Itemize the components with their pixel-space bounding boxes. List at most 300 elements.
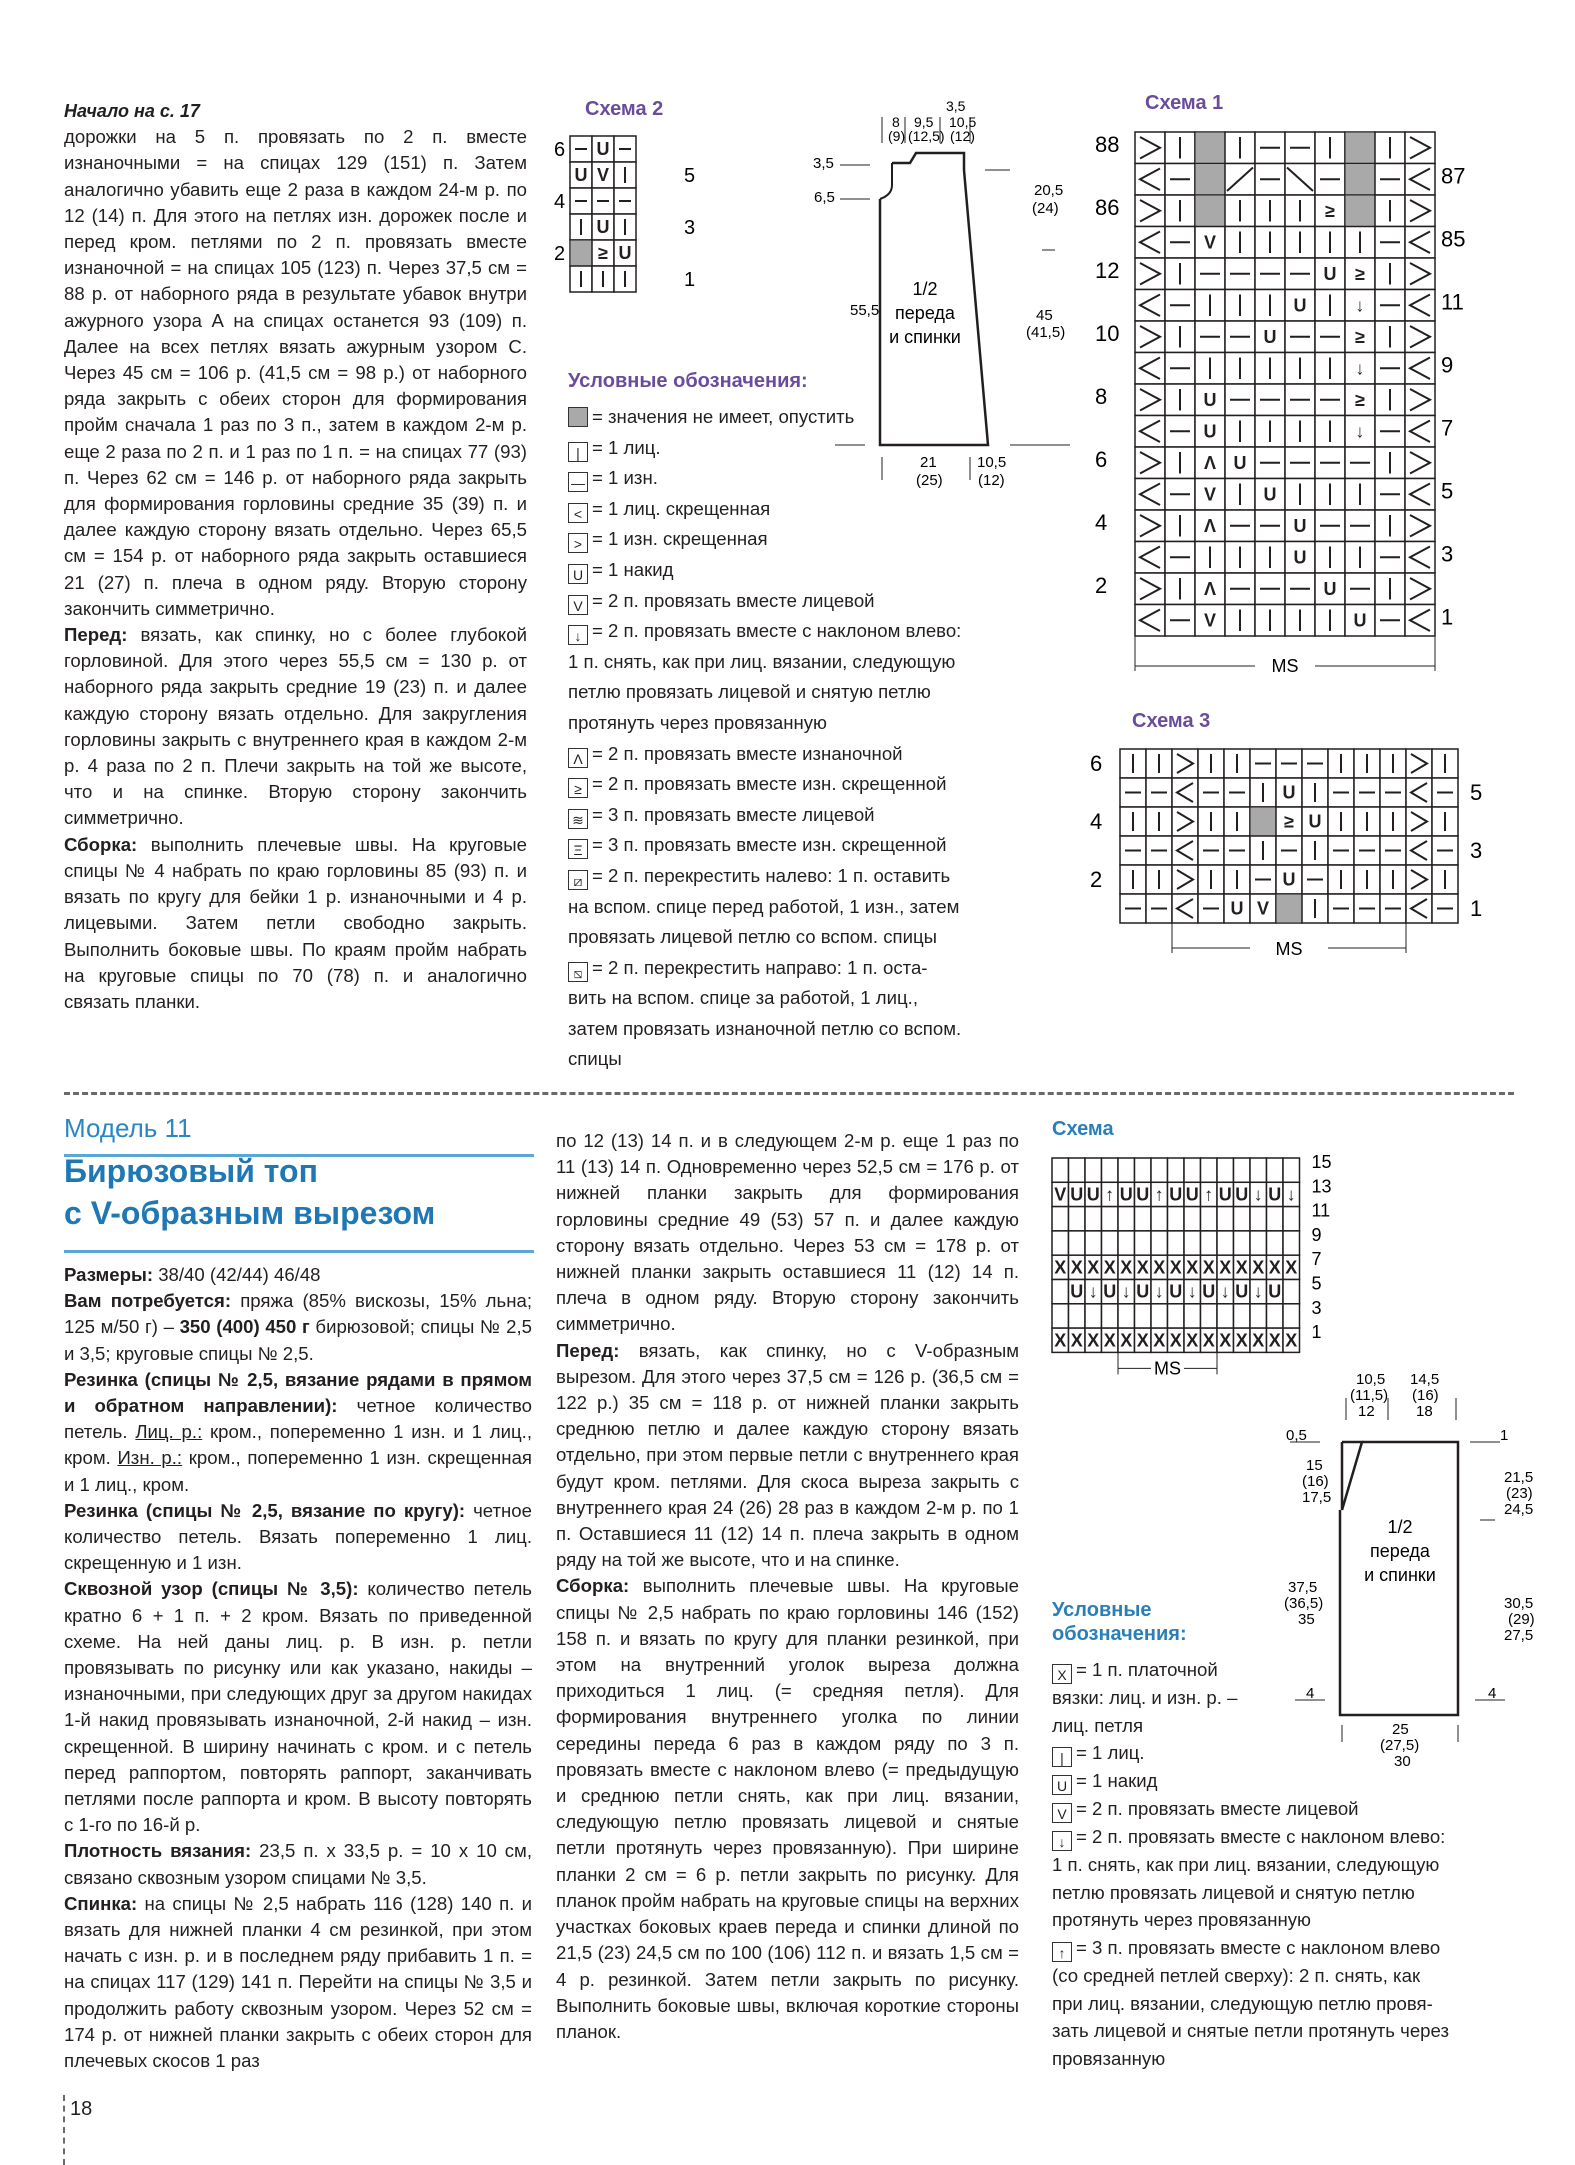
schema1-symbol <box>1234 453 1247 473</box>
rib2-text: четное количество петель. Вязать попеременно 1 лиц. скрещенную и 1 изн. <box>64 1499 532 1574</box>
dim-275: 27,5 <box>1504 1627 1534 1644</box>
svg-text:U: U <box>1119 1184 1133 1205</box>
schema4-symbol <box>1203 1330 1215 1350</box>
schema1-symbol <box>1324 264 1337 284</box>
legend1-item <box>568 769 1038 800</box>
svg-text:V: V <box>1256 898 1270 919</box>
schema1-symbol <box>1356 295 1365 315</box>
schema1-symbol <box>1324 579 1337 599</box>
legend1-symbol-icon: > <box>568 533 588 553</box>
svg-text:X: X <box>1268 1257 1281 1278</box>
svg-text:↓: ↓ <box>1220 1281 1230 1302</box>
rib-label: Резинка (спицы № 2,5, вязание рядами в прямом и обратном направлении): <box>64 1368 532 1417</box>
svg-text:U: U <box>1203 421 1217 442</box>
legend2-item <box>1052 2045 1522 2073</box>
dim-16: (16) <box>1302 1473 1329 1490</box>
legend2-item <box>1052 1712 1522 1740</box>
svg-text:U: U <box>1263 326 1277 347</box>
schema4-cell <box>1168 1304 1185 1328</box>
legend1-item <box>568 1044 1038 1075</box>
legend2-item <box>1052 1962 1522 1990</box>
legend1-item <box>568 861 1038 892</box>
legend1-list <box>568 402 1038 1075</box>
schema4-cell <box>1052 1231 1069 1255</box>
schema4-symbol <box>1054 1330 1066 1350</box>
schema4-symbol <box>1170 1257 1182 1277</box>
schema4-symbol <box>1153 1257 1165 1277</box>
svg-text:U: U <box>1169 1281 1183 1302</box>
schema4-cell <box>1267 1304 1284 1328</box>
dim-25: (25) <box>916 472 943 489</box>
schema4-cell <box>1168 1158 1185 1182</box>
front-label: Перед: <box>64 624 128 646</box>
legend2-text: зать лицевой и снятые петли протянуть через <box>1052 2020 1449 2042</box>
dim-245: 24,5 <box>1504 1501 1534 1518</box>
legend1-text: = 1 накид <box>592 558 674 580</box>
legend1-item <box>568 830 1038 861</box>
svg-text:↓: ↓ <box>1187 1281 1197 1302</box>
schema4-symbol <box>1153 1330 1165 1350</box>
legend2-symbol-icon: ↑ <box>1052 1942 1072 1962</box>
svg-text:U: U <box>1308 811 1322 832</box>
schema4-symbol <box>1169 1184 1182 1204</box>
legend2-item <box>1052 1739 1522 1767</box>
dim-215: 21,5 <box>1504 1469 1534 1486</box>
schema4-cell <box>1283 1304 1300 1328</box>
svg-text:U: U <box>1136 1184 1150 1205</box>
schema4-cell <box>1184 1158 1201 1182</box>
schema4-symbol <box>1254 1184 1263 1204</box>
schema1-row-num: 4 <box>1095 510 1108 535</box>
schema2-symbol <box>598 243 608 263</box>
svg-text:X: X <box>1186 1257 1199 1278</box>
page-edge-line <box>63 2095 65 2165</box>
schema4-symbol <box>1254 1282 1263 1302</box>
dim-top-b2: (16) <box>1412 1387 1439 1404</box>
svg-text:U: U <box>596 217 610 237</box>
schema1-row-num: 1 <box>1441 604 1454 630</box>
schema4-cell <box>1151 1207 1168 1231</box>
schema4-cell <box>1234 1231 1251 1255</box>
legend1-item <box>568 433 1038 464</box>
schema3-row-num: 5 <box>1470 780 1483 805</box>
schema1-symbol <box>1204 516 1216 536</box>
svg-text:U: U <box>1218 1184 1232 1205</box>
legend1-text: = 1 изн. скрещенная <box>592 528 768 550</box>
svg-text:X: X <box>1285 1257 1298 1278</box>
schema4-cell <box>1135 1304 1152 1328</box>
schema4-cell <box>1201 1231 1218 1255</box>
schema4-symbol <box>1252 1257 1264 1277</box>
svg-text:U: U <box>1202 1281 1216 1302</box>
schema1-symbol <box>1325 201 1335 221</box>
legend1-text: протянуть через провязанную <box>568 711 827 733</box>
model-label: Модель 11 <box>64 1113 192 1143</box>
back-paragraph <box>64 1891 532 2074</box>
schema4-cell <box>1217 1207 1234 1231</box>
legend2-text: при лиц. вязании, следующую петлю провя- <box>1052 1992 1433 2014</box>
continued-note: Начало на с. 17 <box>64 101 200 121</box>
schema4-symbol <box>1204 1184 1213 1204</box>
schema4-cell <box>1135 1207 1152 1231</box>
schema4-symbol <box>1155 1282 1164 1302</box>
svg-text:↑: ↑ <box>1204 1184 1214 1205</box>
dim-05: 0,5 <box>1286 1427 1307 1444</box>
schema4-row-num: 13 <box>1311 1176 1332 1197</box>
schema4-cell <box>1052 1207 1069 1231</box>
schema1-symbol <box>1196 164 1225 195</box>
schema4-cell <box>1283 1207 1300 1231</box>
schema4-symbol <box>1186 1257 1198 1277</box>
legend1-text: затем провязать изнаночной петлю со вспом. <box>568 1017 962 1039</box>
schema4-cell <box>1118 1158 1135 1182</box>
svg-text:U: U <box>1136 1281 1150 1302</box>
schema4-row-num: 3 <box>1311 1297 1322 1318</box>
schema4-symbol <box>1285 1257 1297 1277</box>
svg-text:U: U <box>1103 1281 1117 1302</box>
schema4-cell <box>1102 1304 1119 1328</box>
legend1-text: = 2 п. провязать вместе с наклоном влево: <box>592 620 962 642</box>
svg-text:X: X <box>1219 1257 1232 1278</box>
dim-9: (9) <box>888 128 906 144</box>
schema4-symbol <box>1169 1282 1182 1302</box>
schema1-symbol <box>1294 547 1307 567</box>
schema4-row-num: 15 <box>1311 1152 1332 1172</box>
schema1-row-num: 10 <box>1095 321 1120 346</box>
lace-label: Сквозной узор (спицы № 3,5): <box>64 1578 359 1600</box>
legend1-item <box>568 1014 1038 1045</box>
density-label: Плотность вязания: <box>64 1840 252 1862</box>
lace-text: количество петель кратно 6 + 1 п. + 2 кром. Вязать по приведенной схеме. На ней даны лиц. р. В изн. р. петли провязывать по рисунку или как указано, накиды – изнаночными, при следующих друг за другом накидах 1-й накид провязывать изнаночной, 2-й накид – изн. скрещенной. В ширину начинать с кром. и с петель перед раппортом, повторять раппорт, заканчивать петлями после раппорта и кром. В высоту повторять с 1-го по 16-й р. <box>64 1578 532 1836</box>
schema1-symbol <box>1196 133 1225 164</box>
schema4-symbol <box>1252 1330 1264 1350</box>
dim-415: (41,5) <box>1026 324 1066 341</box>
schema1-row-num: 6 <box>1095 447 1108 472</box>
legend1-symbol-icon: Λ <box>568 748 588 768</box>
dim-15: 15 <box>1306 1457 1323 1474</box>
schema4-symbol <box>1104 1330 1116 1350</box>
materials-label: Вам потребуется: <box>64 1290 232 1312</box>
schema4-row-num: 5 <box>1311 1273 1322 1294</box>
legend1-title: Условные обозначения: <box>568 370 808 392</box>
pattern-center-1: 1/2 <box>912 279 938 299</box>
schema1-row-num: 2 <box>1095 573 1108 598</box>
legend2-text: протянуть через провязанную <box>1052 1909 1311 1931</box>
schema2-row-num: 6 <box>554 139 566 161</box>
legend2-text: (со средней петлей сверху): 2 п. снять, как <box>1052 1964 1421 1986</box>
schema3-symbol <box>1231 899 1244 919</box>
legend2-item <box>1052 1656 1522 1684</box>
bottom-left-column <box>64 1262 532 2074</box>
svg-text:≥: ≥ <box>598 243 608 263</box>
schema1-row-num: 5 <box>1441 478 1454 504</box>
schema1-symbol <box>1356 421 1365 441</box>
schema4-symbol <box>1285 1330 1297 1350</box>
schema2-symbol <box>619 243 632 263</box>
schema4-symbol <box>1268 1184 1281 1204</box>
schema4-cell <box>1052 1158 1069 1182</box>
schema4-symbol <box>1070 1282 1083 1302</box>
legend2-symbol-icon: X <box>1052 1664 1072 1684</box>
schema1-row-num: 87 <box>1441 163 1466 189</box>
schema1-symbol <box>1355 390 1365 410</box>
schema4-chart <box>1050 1152 1530 1392</box>
legend1-symbol-icon: Ξ <box>568 839 588 859</box>
legend1-item <box>568 463 1038 494</box>
svg-text:X: X <box>1153 1330 1166 1351</box>
dim-29: (29) <box>1508 1611 1535 1628</box>
legend2-text: провязанную <box>1052 2047 1166 2069</box>
svg-text:≥: ≥ <box>1284 811 1294 832</box>
svg-text:U: U <box>1293 295 1307 316</box>
svg-text:U: U <box>618 243 632 263</box>
dim-top-a: 10,5 <box>1356 1371 1386 1388</box>
legend1-text: спицы <box>568 1048 622 1070</box>
schema4-symbol <box>1236 1257 1248 1277</box>
schema4-cell <box>1234 1304 1251 1328</box>
schema4-symbol <box>1070 1184 1083 1204</box>
schema4-symbol <box>1202 1282 1215 1302</box>
schema4-symbol <box>1219 1330 1231 1350</box>
schema4-cell <box>1085 1207 1102 1231</box>
schema1-row-num: 9 <box>1441 352 1454 378</box>
schema1-row-num: 3 <box>1441 541 1454 567</box>
legend1-symbol-icon: | <box>568 442 588 462</box>
legend1-item <box>568 677 1038 708</box>
svg-text:V: V <box>596 165 610 185</box>
dim-365: (36,5) <box>1284 1595 1324 1612</box>
schema4-cell <box>1102 1231 1119 1255</box>
schema4-title: Схема <box>1052 1118 1114 1140</box>
legend1-item <box>568 586 1038 617</box>
dim-305: 30,5 <box>1504 1595 1534 1612</box>
svg-text:U: U <box>1070 1184 1084 1205</box>
assembly-paragraph <box>64 832 527 1015</box>
svg-text:↑: ↑ <box>1154 1184 1164 1205</box>
schema4-symbol <box>1087 1330 1099 1350</box>
schema3-row-num: 2 <box>1090 867 1103 892</box>
svg-text:U: U <box>1293 547 1307 568</box>
front2-label: Перед: <box>556 1339 620 1361</box>
dim-35b: 35 <box>1298 1611 1315 1628</box>
svg-text:X: X <box>1054 1257 1067 1278</box>
dim-65: 6,5 <box>814 189 835 206</box>
schema1-row-num: 7 <box>1441 415 1454 441</box>
legend1-item <box>568 524 1038 555</box>
schema4-symbol <box>1269 1257 1281 1277</box>
sizes-label: Размеры: <box>64 1264 154 1285</box>
schema4-symbol <box>1235 1184 1248 1204</box>
schema4-cell <box>1118 1231 1135 1255</box>
schema4-cell <box>1069 1231 1086 1255</box>
dim-105: 10,5 <box>977 454 1007 471</box>
dim-105-top: 10,5 <box>949 114 977 130</box>
svg-text:↓: ↓ <box>1355 358 1365 379</box>
legend2-item <box>1052 1879 1522 1907</box>
dim-23: (23) <box>1506 1485 1533 1502</box>
legend1-symbol-icon: ≥ <box>568 778 588 798</box>
schema4-symbol <box>1120 1330 1132 1350</box>
pattern-center-2: переда <box>895 303 955 323</box>
schema1-row-num: 12 <box>1095 258 1120 283</box>
legend2-symbol-icon: V <box>1052 1803 1072 1823</box>
schema1-symbol <box>1294 516 1307 536</box>
schema4-symbol <box>1089 1282 1098 1302</box>
dim-125: (12,5) <box>908 128 945 144</box>
schema3-symbol <box>1283 870 1296 890</box>
rib-b: кром., попеременно 1 изн. и 1 лиц., кром. <box>64 1421 532 1469</box>
back-continuation-text: дорожки на 5 п. провязать по 2 п. вместе изнаночными = на спицах 129 (151) п. Затем аналогично убавить еще 2 раза в каждом 24-м р. по 12 (14) п. Для этого на петлях изн. дорожек после и перед кром. петлями по 2 п. провязать вместе изнаночной = на спицах 105 (123) п. Через 37,5 см = 88 р. от наборного ряда в результате убавок внутри ажурного узора А на спицах останется 93 (109) п. Далее на всех петлях вязать ажурным узором С. Через 45 см = 106 р. (41,5 см = 98 р.) от наборного ряда закрыть с обеих сторон для формирования пройм сначала 1 раз по 3 п., затем в каждом 2-м р. еще 2 раза по 2 п. и 1 раз по 1 п. = на спицах 77 (93) п. Через 62 см = 146 р. от наборного ряда закрыть для формирования горловины средние 35 (39) п. и далее каждую сторону вязать отдельно. Через 65,5 см = 154 р. от наборного ряда закрыть оставшиеся 21 (27) п. плеча в одном ряду. Вторую сторону закончить симметрично. <box>64 126 527 619</box>
schema1-symbol <box>1204 579 1216 599</box>
materials-b: 350 (400) 450 г <box>179 1316 310 1338</box>
schema4-cell <box>1201 1304 1218 1328</box>
schema4-cell <box>1135 1231 1152 1255</box>
schema4-symbol <box>1203 1257 1215 1277</box>
schema3-symbol <box>1277 895 1302 923</box>
schema4-cell <box>1217 1304 1234 1328</box>
schema3-ms: MS <box>1275 939 1303 959</box>
assembly-label: Сборка: <box>64 833 138 855</box>
front2-paragraph <box>556 1338 1019 1574</box>
dim-4a: 4 <box>1306 1685 1315 1702</box>
svg-text:X: X <box>1054 1330 1067 1351</box>
section-separator <box>64 1092 1514 1095</box>
legend1-text: = 2 п. перекрестить налево: 1 п. оставить <box>592 864 951 886</box>
dim-12-top: (12) <box>950 128 975 144</box>
legend1-item <box>568 402 1038 433</box>
svg-text:X: X <box>1186 1330 1199 1351</box>
legend1-item <box>568 739 1038 770</box>
svg-text:X: X <box>1252 1330 1265 1351</box>
legend1-text: = 2 п. провязать вместе лицевой <box>592 589 875 611</box>
schema4-cell <box>1151 1231 1168 1255</box>
schema4-cell <box>1085 1231 1102 1255</box>
schema4-symbol <box>1188 1282 1197 1302</box>
svg-text:X: X <box>1252 1257 1265 1278</box>
schema4-symbol <box>1269 1330 1281 1350</box>
schema4-cell <box>1085 1304 1102 1328</box>
legend1-text: вить на вспом. спице за работой, 1 лиц., <box>568 987 918 1009</box>
svg-text:U: U <box>1293 515 1307 536</box>
schema4-cell <box>1052 1304 1069 1328</box>
schema1-row-num: 86 <box>1095 195 1120 220</box>
schema4-symbol <box>1268 1282 1281 1302</box>
schema2-row-num: 4 <box>554 191 566 213</box>
dim-45: 45 <box>1036 307 1053 324</box>
svg-text:X: X <box>1219 1330 1232 1351</box>
svg-text:Λ: Λ <box>1203 515 1217 536</box>
schema1-chart <box>1095 128 1555 688</box>
legend2-title-1: Условные <box>1052 1599 1152 1621</box>
schema4-symbol <box>1104 1257 1116 1277</box>
svg-text:↓: ↓ <box>1286 1184 1296 1205</box>
legend2-symbol-icon: | <box>1052 1747 1072 1767</box>
legend1-text: 1 п. снять, как при лиц. вязании, следующую <box>568 650 956 672</box>
pattern2-center-2: переда <box>1370 1541 1430 1561</box>
schema2-symbol <box>597 217 610 237</box>
legend1-item <box>568 922 1038 953</box>
legend2-item <box>1052 1795 1522 1823</box>
schema1-symbol <box>1196 196 1225 227</box>
svg-text:U: U <box>1353 610 1367 631</box>
schema4-cell <box>1069 1304 1086 1328</box>
schema1-symbol <box>1204 453 1216 473</box>
schema4-symbol <box>1054 1257 1066 1277</box>
legend1-text: = 1 лиц. <box>592 436 661 458</box>
dim-top-a3: 12 <box>1358 1403 1375 1420</box>
schema1-symbol <box>1264 327 1277 347</box>
svg-text:≥: ≥ <box>1355 263 1365 284</box>
schema4-cell <box>1102 1207 1119 1231</box>
schema4-row-num: 7 <box>1311 1249 1322 1270</box>
legend1-text: на вспом. спице перед работой, 1 изн., затем <box>568 895 960 917</box>
schema4-symbol <box>1120 1184 1133 1204</box>
svg-text:X: X <box>1285 1330 1298 1351</box>
schema1-symbol <box>1346 196 1375 227</box>
svg-text:U: U <box>1263 484 1277 505</box>
legend2-item <box>1052 1934 1522 1962</box>
svg-text:U: U <box>1169 1184 1183 1205</box>
legend1-item <box>568 892 1038 923</box>
schema4-cell <box>1283 1280 1300 1304</box>
svg-text:↓: ↓ <box>1253 1281 1263 1302</box>
svg-text:↓: ↓ <box>1121 1281 1131 1302</box>
svg-text:U: U <box>1070 1281 1084 1302</box>
schema4-symbol <box>1221 1282 1230 1302</box>
schema4-symbol <box>1155 1184 1164 1204</box>
schema4-symbol <box>1287 1184 1296 1204</box>
legend1-symbol-icon: U <box>568 564 588 584</box>
legend2-symbol-icon: ↓ <box>1052 1831 1072 1851</box>
legend1-text: = 2 п. перекрестить направо: 1 п. оста- <box>592 956 928 978</box>
schema4-cell <box>1250 1231 1267 1255</box>
schema4-cell <box>1069 1207 1086 1231</box>
model-title-line1: Бирюзовый топ <box>64 1153 318 1189</box>
schema2-row-num: 1 <box>684 269 696 291</box>
schema4-cell <box>1151 1158 1168 1182</box>
svg-text:U: U <box>1086 1184 1100 1205</box>
schema3-symbol <box>1257 899 1269 919</box>
schema4-cell <box>1217 1231 1234 1255</box>
svg-text:X: X <box>1268 1330 1281 1351</box>
schema4-row-num: 11 <box>1311 1200 1331 1221</box>
schema4-cell <box>1184 1207 1201 1231</box>
front2-text: вязать, как спинку, но с V-образным вырезом. Для этого через 37,5 см = 126 р. (36,5 см = 122 р.) 35 см = 118 р. от нижней планки закрыть среднюю петлю и далее каждую сторону вязать отдельно, при этом первые петли с внутреннего края будут кром. петлями. Для скоса выреза закрыть с внутреннего края 24 (26) 28 раз в каждом 2-м р. по 1 п. Оставшиеся 11 (12) 14 п. плеча закрыть в одном ряду на той же высоте, что и на спинке. <box>556 1339 1019 1571</box>
model-title-line2: с V-образным вырезом <box>64 1195 436 1231</box>
svg-text:X: X <box>1103 1257 1116 1278</box>
svg-text:≥: ≥ <box>1355 326 1365 347</box>
schema1-symbol <box>1264 484 1277 504</box>
assembly2-label: Сборка: <box>556 1575 630 1597</box>
schema4-symbol <box>1105 1184 1114 1204</box>
schema2-symbol <box>597 139 610 159</box>
schema4-cell <box>1267 1207 1284 1231</box>
schema4-symbol <box>1236 1330 1248 1350</box>
schema1-symbol <box>1355 327 1365 347</box>
schema1-symbol <box>1346 164 1375 195</box>
schema4-symbol <box>1087 1184 1100 1204</box>
schema1-symbol <box>1355 264 1365 284</box>
pattern-center-3: и спинки <box>889 327 961 347</box>
schema1-symbol <box>1204 610 1216 630</box>
schema4-cell <box>1234 1158 1251 1182</box>
legend2-text: 1 п. снять, как при лиц. вязании, следующую <box>1052 1854 1440 1876</box>
schema4-symbol <box>1103 1282 1116 1302</box>
schema1-symbol <box>1294 295 1307 315</box>
legend1-text: провязать лицевой петлю со вспом. спицы <box>568 926 938 948</box>
rib-c: кром., попеременно 1 изн. скрещенная и 1 лиц., кром. <box>64 1447 532 1495</box>
schema2-row-num: 2 <box>554 243 566 265</box>
